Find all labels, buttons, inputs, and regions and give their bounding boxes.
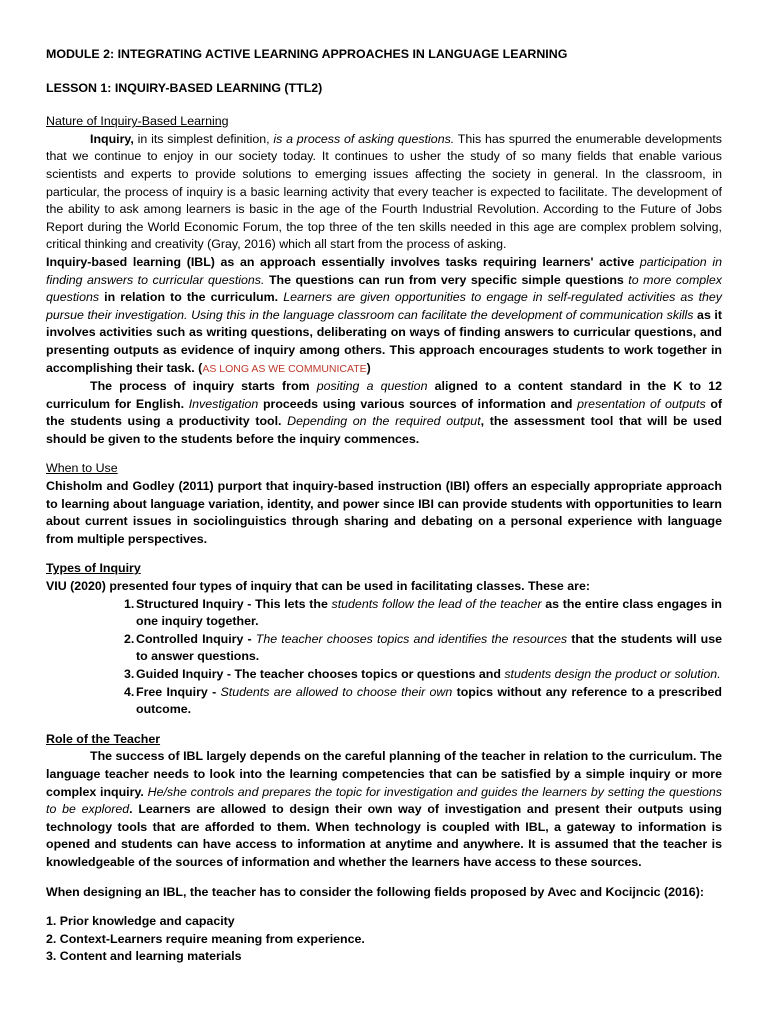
inquiry-definition: is a process of asking questions. (273, 131, 455, 146)
annotation-note: AS LONG AS WE COMMUNICATE (202, 362, 367, 375)
module-title: MODULE 2: INTEGRATING ACTIVE LEARNING APPROACHES IN LANGUAGE LEARNING (46, 47, 568, 61)
inquiry-term: Inquiry, (90, 131, 134, 146)
designing-intro: When designing an IBL, the teacher has to consider the following fields proposed by Avec and Kocijncic (2016): (46, 884, 704, 899)
nature-paragraph-1: Inquiry, in its simplest definition, is a process of asking questions. This has spurred the enumerable developments that we continue to enjoy in our society today. It continues to usher the study of so many fields that enable various scientists and experts to provide solutions to emerging issues affecting the society in general. In the classroom, in particular, the process of inquiry is a basic learning activity that every teacher is expected to facilitate. The development of the ability to ask among learners is basic in the age of the Fourth Industrial Revolution. According to the Future of Jobs Report during the World Economic Forum, the top three of the ten skills needed in this age are complex problem solving, critical thinking and creativity (Gray, 2016) which all start from the process of asking. (46, 131, 722, 252)
designing-list (46, 913, 722, 966)
when-paragraph: Chisholm and Godley (2011) purport that inquiry-based instruction (IBI) offers an especially appropriate approach to learning about language variation, identity, and power since IBI can provide students with opportunities to learn about current issues in sociolinguistics through sharing and debating on a personal experience with language from multiple perspectives. (46, 479, 722, 546)
role-heading: Role of the Teacher (46, 731, 161, 746)
list-item: 3. Guided Inquiry - The teacher chooses topics or questions and students design the product or solution. (124, 667, 721, 681)
list-item: 1. Prior knowledge and capacity (46, 914, 235, 929)
types-list (46, 596, 722, 719)
document-content (46, 46, 722, 966)
list-item: 2. Controlled Inquiry - The teacher chooses topics and identifies the resources that the students will use to answer questions. (124, 631, 722, 664)
list-item: 4. Free Inquiry - Students are allowed to choose their own topics without any reference to a prescribed outcome. (124, 684, 722, 717)
nature-heading: Nature of Inquiry-Based Learning (46, 114, 229, 129)
when-heading: When to Use (46, 461, 118, 476)
nature-paragraph-3: The process of inquiry starts from positing a question aligned to a content standard in the K to 12 curriculum for English. Investigation proceeds using various sources of information and presentation of outputs of the students using a productivity tool. Depending on the required output, the assessment tool that will be used should be given to the students before the inquiry commences. (46, 379, 723, 446)
lesson-title: LESSON 1: INQUIRY-BASED LEARNING (TTL2) (46, 80, 323, 95)
types-intro: VIU (2020) presented four types of inquiry that can be used in facilitating classes. These are: (46, 579, 590, 594)
list-item: 1. Structured Inquiry - This lets the students follow the lead of the teacher as the entire class engages in one inquiry together. (124, 596, 723, 629)
list-item: 2. Context-Learners require meaning from experience. (46, 931, 365, 946)
types-heading: Types of Inquiry (46, 561, 141, 576)
nature-paragraph-2: Inquiry-based learning (IBL) as an approach essentially involves tasks requiring learners' active participation in finding answers to curricular questions. The questions can run from very specific simple questions to more complex questions in relation to the curriculum. Learners are given opportunities to engage in self-regulated activities as they pursue their investigation. Using this in the language classroom can facilitate the development of communication skills as it involves activities such as writing questions, deliberating on ways of finding answers to curricular questions, and presenting outputs as evidence of inquiry among others. This approach encourages students to work together in accomplishing their task. (AS LONG AS WE COMMUNICATE) (46, 254, 722, 375)
list-item: 3. Content and learning materials (46, 949, 242, 964)
role-paragraph: The success of IBL largely depends on the careful planning of the teacher in relation to the curriculum. The language teacher needs to look into the learning competencies that can be satisfied by a simple inquiry or more complex inquiry. He/she controls and prepares the topic for investigation and guides the learners by setting the questions to be explored. Learners are allowed to design their own way of investigation and present their outputs using technology tools that are afforded to them. When technology is coupled with IBL, a gateway to information is opened and students can have access to information at anytime and anywhere. It is assumed that the teacher is knowledgeable of the sources of information and whether the learners have access to these sources. (46, 749, 723, 869)
